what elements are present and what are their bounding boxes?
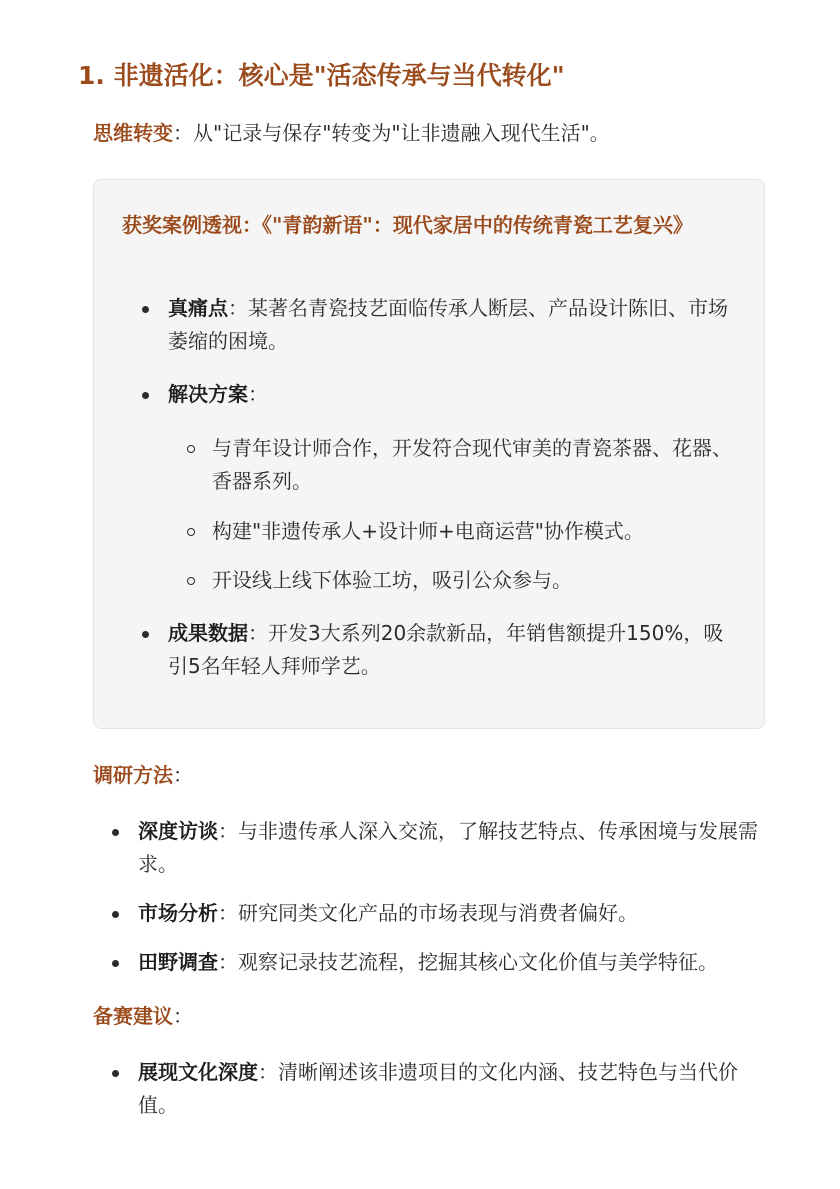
solution-subitem-text: 开设线上线下体验工坊，吸引公众参与。	[212, 568, 572, 592]
bullet-dot	[112, 911, 119, 918]
case-callout-box	[93, 179, 765, 729]
bullet-dot	[142, 392, 149, 399]
research-item	[138, 946, 768, 979]
bullet-dot	[142, 631, 149, 638]
research-item-text: ：观察记录技艺流程，挖掘其核心文化价值与美学特征。	[218, 950, 718, 974]
circle-bullet	[187, 445, 195, 453]
mindset-text: ：从"记录与保存"转变为"让非遗融入现代生活"。	[173, 121, 610, 145]
research-label: 调研方法	[93, 763, 173, 787]
solution-subitem-text: 构建"非遗传承人+设计师+电商运营"协作模式。	[212, 519, 644, 543]
research-item-label: 田野调查	[138, 950, 218, 974]
advice-colon: ：	[173, 1004, 193, 1028]
research-item	[138, 815, 768, 881]
section-heading: 1. 非遗活化：核心是"活态传承与当代转化"	[78, 61, 565, 90]
bullet-dot	[112, 829, 119, 836]
result-text: ：开发3大系列20余款新品，年销售额提升150%，吸引5名年轻人拜师学艺。	[168, 621, 724, 678]
case-title: 获奖案例透视：《"青韵新语"：现代家居中的传统青瓷工艺复兴》	[122, 213, 693, 237]
research-heading	[93, 759, 773, 791]
research-item-label: 深度访谈	[138, 819, 218, 843]
advice-label: 备赛建议	[93, 1004, 173, 1028]
bullet-dot	[112, 960, 119, 967]
bullet-dot	[112, 1070, 119, 1077]
research-colon: ：	[173, 763, 193, 787]
result-label: 成果数据	[168, 621, 248, 645]
advice-heading	[93, 1000, 773, 1032]
solution-subitem	[212, 564, 742, 597]
bullet-dot	[142, 306, 149, 313]
circle-bullet	[187, 577, 195, 585]
pain-text: ：某著名青瓷技艺面临传承人断层、产品设计陈旧、市场萎缩的困境。	[168, 296, 728, 353]
pain-label: 真痛点	[168, 296, 228, 320]
advice-item	[138, 1056, 768, 1122]
research-item	[138, 897, 768, 930]
case-result-item	[168, 617, 738, 683]
case-solution-item	[168, 378, 738, 411]
research-item-text: ：研究同类文化产品的市场表现与消费者偏好。	[218, 901, 638, 925]
solution-subitem-text: 与青年设计师合作，开发符合现代审美的青瓷茶器、花器、香器系列。	[212, 436, 732, 493]
solution-subitem	[212, 432, 742, 498]
circle-bullet	[187, 528, 195, 536]
solution-text: ：	[248, 382, 268, 406]
research-item-text: ：与非遗传承人深入交流，了解技艺特点、传承困境与发展需求。	[138, 819, 758, 876]
solution-label: 解决方案	[168, 382, 248, 406]
research-item-label: 市场分析	[138, 901, 218, 925]
advice-item-text: ：清晰阐述该非遗项目的文化内涵、技艺特色与当代价值。	[138, 1060, 738, 1117]
advice-item-label: 展现文化深度	[138, 1060, 258, 1084]
case-pain-item	[168, 292, 738, 358]
solution-subitem	[212, 515, 742, 548]
mindset-label: 思维转变	[93, 121, 173, 145]
mindset-paragraph	[93, 117, 773, 149]
